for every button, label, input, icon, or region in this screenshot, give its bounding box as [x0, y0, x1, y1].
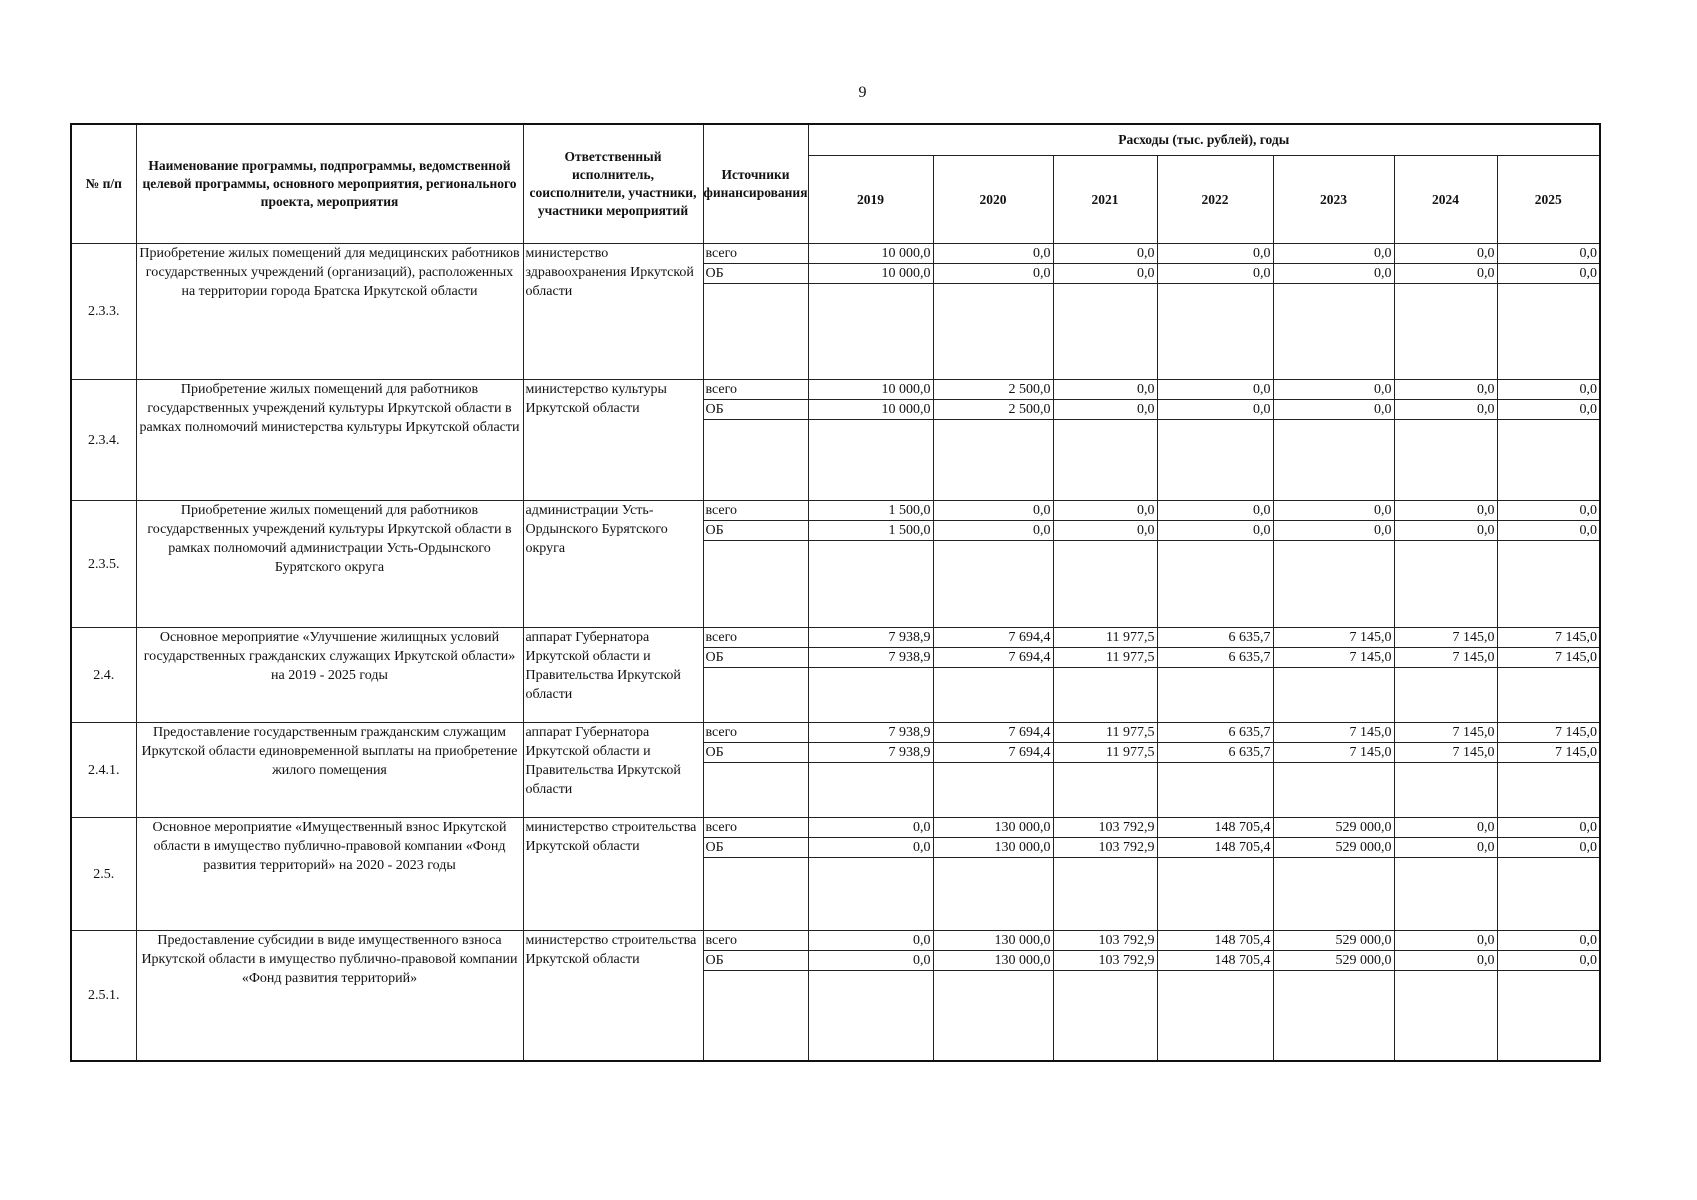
year-value: 0,0: [1273, 521, 1394, 541]
year-value: 0,0: [1497, 521, 1600, 541]
year-value: 0,0: [808, 838, 933, 858]
year-value: 1 500,0: [808, 501, 933, 521]
funding-source: ОБ: [703, 400, 808, 420]
year-value: 0,0: [1273, 264, 1394, 284]
funding-source: ОБ: [703, 838, 808, 858]
empty-cell: [1273, 858, 1394, 931]
year-value: 103 792,9: [1053, 931, 1157, 951]
empty-cell: [703, 420, 808, 501]
empty-cell: [1273, 763, 1394, 818]
empty-cell: [1053, 541, 1157, 628]
funding-source: ОБ: [703, 521, 808, 541]
table-row: [71, 244, 1600, 264]
empty-cell: [1394, 763, 1497, 818]
row-name: Приобретение жилых помещений для медицинских работников государственных учреждений (организаций), расположенных на территории города Братска Иркутской области: [136, 244, 523, 380]
page-number: 9: [858, 84, 867, 101]
empty-cell: [1273, 541, 1394, 628]
year-value: 0,0: [1394, 521, 1497, 541]
header-year: 2022: [1157, 156, 1273, 244]
year-value: 11 977,5: [1053, 723, 1157, 743]
table-row: [71, 628, 1600, 648]
header-year: 2025: [1497, 156, 1600, 244]
row-number: 2.4.1.: [71, 723, 136, 818]
header-year: 2023: [1273, 156, 1394, 244]
year-value: 529 000,0: [1273, 838, 1394, 858]
year-value: 7 145,0: [1394, 628, 1497, 648]
empty-cell: [1394, 668, 1497, 723]
year-value: 0,0: [808, 818, 933, 838]
empty-cell: [1497, 858, 1600, 931]
empty-cell: [1053, 284, 1157, 380]
year-value: 529 000,0: [1273, 931, 1394, 951]
year-value: 6 635,7: [1157, 743, 1273, 763]
funding-source: всего: [703, 380, 808, 400]
header-name: Наименование программы, подпрограммы, ведомственной целевой программы, основного мероприятия, регионального проекта, мероприятия: [136, 124, 523, 244]
year-value: 0,0: [1273, 501, 1394, 521]
year-value: 148 705,4: [1157, 951, 1273, 971]
year-value: 7 145,0: [1273, 723, 1394, 743]
header-row: [71, 124, 1600, 156]
year-value: 0,0: [1273, 244, 1394, 264]
empty-cell: [1497, 668, 1600, 723]
budget-table: [70, 123, 1601, 1062]
header-year: 2019: [808, 156, 933, 244]
year-value: 0,0: [1394, 818, 1497, 838]
year-value: 0,0: [1394, 244, 1497, 264]
funding-source: всего: [703, 931, 808, 951]
year-value: 130 000,0: [933, 838, 1053, 858]
empty-cell: [808, 284, 933, 380]
row-executor: администрации Усть-Ордынского Бурятского округа: [523, 501, 703, 628]
funding-source: ОБ: [703, 743, 808, 763]
empty-cell: [1053, 858, 1157, 931]
year-value: 10 000,0: [808, 244, 933, 264]
year-value: 0,0: [1157, 264, 1273, 284]
year-value: 11 977,5: [1053, 648, 1157, 668]
year-value: 148 705,4: [1157, 931, 1273, 951]
year-value: 0,0: [1394, 838, 1497, 858]
year-value: 148 705,4: [1157, 818, 1273, 838]
year-value: 11 977,5: [1053, 628, 1157, 648]
header-year: 2021: [1053, 156, 1157, 244]
empty-cell: [703, 668, 808, 723]
table-row: [71, 723, 1600, 743]
funding-source: всего: [703, 628, 808, 648]
empty-cell: [1157, 284, 1273, 380]
row-number: 2.3.3.: [71, 244, 136, 380]
empty-cell: [1497, 284, 1600, 380]
year-value: 529 000,0: [1273, 951, 1394, 971]
year-value: 130 000,0: [933, 818, 1053, 838]
empty-cell: [703, 541, 808, 628]
funding-source: ОБ: [703, 648, 808, 668]
empty-cell: [703, 971, 808, 1062]
year-value: 6 635,7: [1157, 628, 1273, 648]
empty-cell: [1273, 420, 1394, 501]
funding-source: всего: [703, 818, 808, 838]
funding-source: ОБ: [703, 264, 808, 284]
year-value: 7 938,9: [808, 628, 933, 648]
empty-cell: [1053, 420, 1157, 501]
funding-source: всего: [703, 501, 808, 521]
empty-cell: [808, 541, 933, 628]
year-value: 0,0: [1394, 501, 1497, 521]
empty-cell: [1157, 763, 1273, 818]
row-name: Приобретение жилых помещений для работников государственных учреждений культуры Иркутской области в рамках полномочий администрации Усть-Ордынского Бурятского округа: [136, 501, 523, 628]
row-number: 2.4.: [71, 628, 136, 723]
year-value: 0,0: [1497, 244, 1600, 264]
year-value: 6 635,7: [1157, 723, 1273, 743]
year-value: 0,0: [1053, 521, 1157, 541]
row-executor: министерство строительства Иркутской области: [523, 931, 703, 1062]
year-value: 0,0: [933, 264, 1053, 284]
year-value: 103 792,9: [1053, 951, 1157, 971]
empty-cell: [1394, 971, 1497, 1062]
row-name: Основное мероприятие «Улучшение жилищных условий государственных гражданских служащих Иркутской области» на 2019 - 2025 годы: [136, 628, 523, 723]
year-value: 7 145,0: [1273, 743, 1394, 763]
year-value: 7 145,0: [1394, 648, 1497, 668]
row-number: 2.5.: [71, 818, 136, 931]
row-number: 2.3.4.: [71, 380, 136, 501]
year-value: 7 938,9: [808, 648, 933, 668]
year-value: 0,0: [1394, 400, 1497, 420]
year-value: 0,0: [808, 951, 933, 971]
year-value: 7 694,4: [933, 648, 1053, 668]
year-value: 0,0: [808, 931, 933, 951]
year-value: 0,0: [1053, 264, 1157, 284]
year-value: 0,0: [1273, 400, 1394, 420]
empty-cell: [1394, 284, 1497, 380]
funding-source: всего: [703, 244, 808, 264]
header-year: 2020: [933, 156, 1053, 244]
year-value: 7 145,0: [1394, 723, 1497, 743]
empty-cell: [1273, 284, 1394, 380]
year-value: 0,0: [1497, 380, 1600, 400]
header-expenses: Расходы (тыс. рублей), годы: [808, 124, 1600, 156]
year-value: 0,0: [1053, 380, 1157, 400]
year-value: 7 694,4: [933, 723, 1053, 743]
empty-cell: [1157, 971, 1273, 1062]
year-value: 0,0: [1497, 818, 1600, 838]
year-value: 0,0: [1157, 380, 1273, 400]
table-row: [71, 501, 1600, 521]
year-value: 0,0: [1157, 521, 1273, 541]
empty-cell: [1053, 763, 1157, 818]
empty-cell: [808, 668, 933, 723]
year-value: 7 694,4: [933, 743, 1053, 763]
empty-cell: [933, 858, 1053, 931]
empty-cell: [808, 971, 933, 1062]
empty-cell: [1157, 858, 1273, 931]
year-value: 130 000,0: [933, 931, 1053, 951]
year-value: 0,0: [1053, 400, 1157, 420]
year-value: 0,0: [1273, 380, 1394, 400]
year-value: 0,0: [933, 244, 1053, 264]
year-value: 7 145,0: [1273, 648, 1394, 668]
year-value: 0,0: [1497, 400, 1600, 420]
year-value: 0,0: [1157, 400, 1273, 420]
year-value: 0,0: [1497, 951, 1600, 971]
empty-cell: [1394, 858, 1497, 931]
row-name: Приобретение жилых помещений для работников государственных учреждений культуры Иркутской области в рамках полномочий министерства культуры Иркутской области: [136, 380, 523, 501]
empty-cell: [933, 668, 1053, 723]
row-number: 2.3.5.: [71, 501, 136, 628]
year-value: 1 500,0: [808, 521, 933, 541]
year-value: 7 145,0: [1273, 628, 1394, 648]
empty-cell: [1053, 668, 1157, 723]
empty-cell: [933, 971, 1053, 1062]
empty-cell: [1497, 420, 1600, 501]
empty-cell: [1497, 541, 1600, 628]
year-value: 0,0: [1394, 264, 1497, 284]
year-value: 0,0: [933, 501, 1053, 521]
header-executor: Ответственный исполнитель, соисполнители, участники, участники мероприятий: [523, 124, 703, 244]
year-value: 7 938,9: [808, 743, 933, 763]
year-value: 0,0: [1497, 931, 1600, 951]
year-value: 7 694,4: [933, 628, 1053, 648]
table-row: [71, 818, 1600, 838]
year-value: 2 500,0: [933, 400, 1053, 420]
year-value: 103 792,9: [1053, 818, 1157, 838]
empty-cell: [1497, 763, 1600, 818]
empty-cell: [1157, 541, 1273, 628]
empty-cell: [933, 284, 1053, 380]
empty-cell: [808, 858, 933, 931]
year-value: 0,0: [1394, 951, 1497, 971]
empty-cell: [808, 763, 933, 818]
empty-cell: [933, 420, 1053, 501]
year-value: 7 938,9: [808, 723, 933, 743]
funding-source: всего: [703, 723, 808, 743]
year-value: 10 000,0: [808, 380, 933, 400]
empty-cell: [1273, 668, 1394, 723]
empty-cell: [1394, 420, 1497, 501]
empty-cell: [703, 858, 808, 931]
funding-source: ОБ: [703, 951, 808, 971]
year-value: 7 145,0: [1497, 628, 1600, 648]
table-row: [71, 931, 1600, 951]
row-name: Основное мероприятие «Имущественный взнос Иркутской области в имущество публично-правовой компании «Фонд развития территорий» на 2020 - 2023 годы: [136, 818, 523, 931]
empty-cell: [933, 541, 1053, 628]
row-name: Предоставление субсидии в виде имущественного взноса Иркутской области в имущество публично-правовой компании «Фонд развития территорий»: [136, 931, 523, 1062]
empty-cell: [1273, 971, 1394, 1062]
year-value: 0,0: [1053, 244, 1157, 264]
empty-cell: [808, 420, 933, 501]
row-executor: аппарат Губернатора Иркутской области и Правительства Иркутской области: [523, 628, 703, 723]
empty-cell: [1157, 668, 1273, 723]
year-value: 10 000,0: [808, 264, 933, 284]
table-row: [71, 380, 1600, 400]
row-executor: аппарат Губернатора Иркутской области и Правительства Иркутской области: [523, 723, 703, 818]
empty-cell: [1157, 420, 1273, 501]
empty-cell: [1394, 541, 1497, 628]
year-value: 2 500,0: [933, 380, 1053, 400]
year-value: 0,0: [1053, 501, 1157, 521]
header-sources: Источники финансирования: [703, 124, 808, 244]
empty-cell: [933, 763, 1053, 818]
year-value: 11 977,5: [1053, 743, 1157, 763]
year-value: 529 000,0: [1273, 818, 1394, 838]
empty-cell: [1053, 971, 1157, 1062]
header-num: № п/п: [71, 124, 136, 244]
year-value: 7 145,0: [1394, 743, 1497, 763]
year-value: 130 000,0: [933, 951, 1053, 971]
year-value: 0,0: [1497, 838, 1600, 858]
empty-cell: [1497, 971, 1600, 1062]
row-executor: министерство здравоохранения Иркутской области: [523, 244, 703, 380]
row-number: 2.5.1.: [71, 931, 136, 1062]
year-value: 0,0: [933, 521, 1053, 541]
row-name: Предоставление государственным гражданским служащим Иркутской области единовременной выплаты на приобретение жилого помещения: [136, 723, 523, 818]
year-value: 0,0: [1394, 931, 1497, 951]
year-value: 6 635,7: [1157, 648, 1273, 668]
year-value: 148 705,4: [1157, 838, 1273, 858]
year-value: 0,0: [1497, 264, 1600, 284]
year-value: 0,0: [1394, 380, 1497, 400]
year-value: 0,0: [1497, 501, 1600, 521]
year-value: 7 145,0: [1497, 648, 1600, 668]
empty-cell: [703, 763, 808, 818]
header-year: 2024: [1394, 156, 1497, 244]
year-value: 7 145,0: [1497, 743, 1600, 763]
year-value: 10 000,0: [808, 400, 933, 420]
row-executor: министерство культуры Иркутской области: [523, 380, 703, 501]
row-executor: министерство строительства Иркутской области: [523, 818, 703, 931]
year-value: 103 792,9: [1053, 838, 1157, 858]
year-value: 0,0: [1157, 244, 1273, 264]
empty-cell: [703, 284, 808, 380]
year-value: 7 145,0: [1497, 723, 1600, 743]
year-value: 0,0: [1157, 501, 1273, 521]
